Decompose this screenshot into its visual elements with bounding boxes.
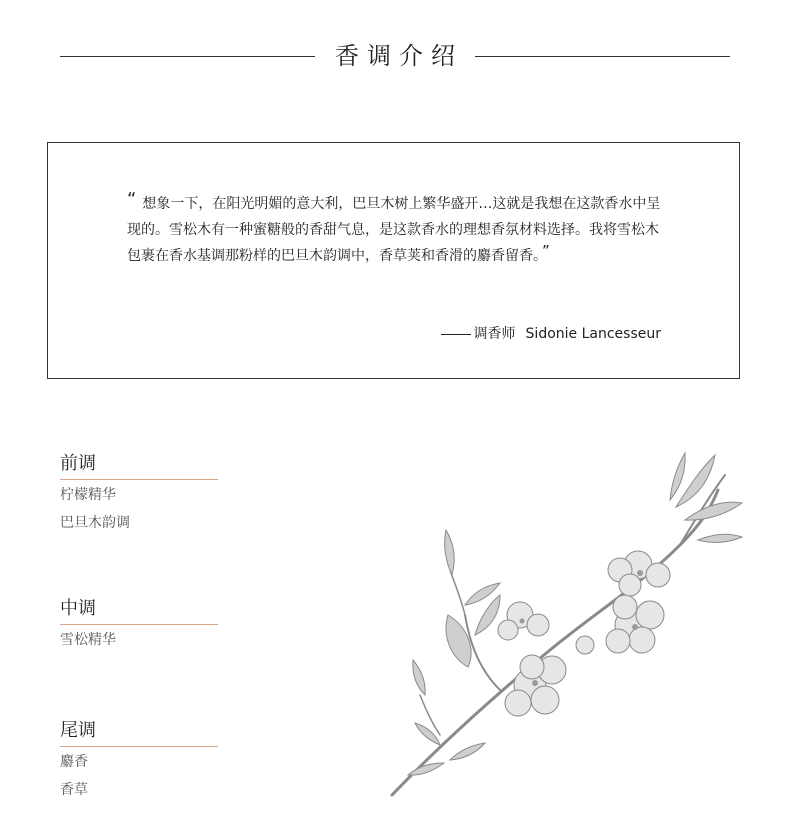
base-notes-rule bbox=[60, 746, 218, 747]
quote-paragraph bbox=[127, 191, 667, 269]
note-item: 香草 bbox=[60, 782, 88, 798]
close-quote-mark: ” bbox=[542, 242, 550, 260]
middle-notes-rule bbox=[60, 624, 218, 625]
top-notes-rule bbox=[60, 479, 218, 480]
header-rule-left bbox=[60, 56, 315, 57]
attribution-dash bbox=[441, 334, 471, 335]
section-header bbox=[0, 0, 790, 110]
quote-box bbox=[47, 142, 740, 379]
top-notes bbox=[60, 452, 218, 537]
note-item: 麝香 bbox=[60, 754, 88, 770]
perfumer-name: Sidonie Lancesseur bbox=[525, 326, 661, 342]
base-notes bbox=[60, 719, 218, 804]
note-item: 巴旦木韵调 bbox=[60, 515, 130, 531]
middle-notes bbox=[60, 597, 218, 654]
middle-notes-title: 中调 bbox=[60, 598, 96, 619]
top-notes-title: 前调 bbox=[60, 453, 96, 474]
header-rule-right bbox=[475, 56, 730, 57]
note-item: 柠檬精华 bbox=[60, 487, 116, 503]
quote-text: 想象一下，在阳光明媚的意大利，巴旦木树上繁华盛开…这就是我想在这款香水中呈现的。雪松木有一种蜜糖般的香甜气息，是这款香水的理想香氛材料选择。我将雪松木包裹在香水基调那粉样的巴旦木韵调中，香草荚和香滑的麝香留香。 bbox=[127, 196, 661, 264]
note-item: 雪松精华 bbox=[60, 632, 116, 648]
quote-attribution bbox=[441, 323, 661, 343]
almond-blossom-branch-icon bbox=[380, 445, 750, 805]
base-notes-title: 尾调 bbox=[60, 720, 96, 741]
perfumer-title: 调香师 bbox=[473, 326, 516, 342]
open-quote-mark: “ bbox=[127, 189, 137, 210]
section-title: 香调介绍 bbox=[335, 42, 463, 70]
